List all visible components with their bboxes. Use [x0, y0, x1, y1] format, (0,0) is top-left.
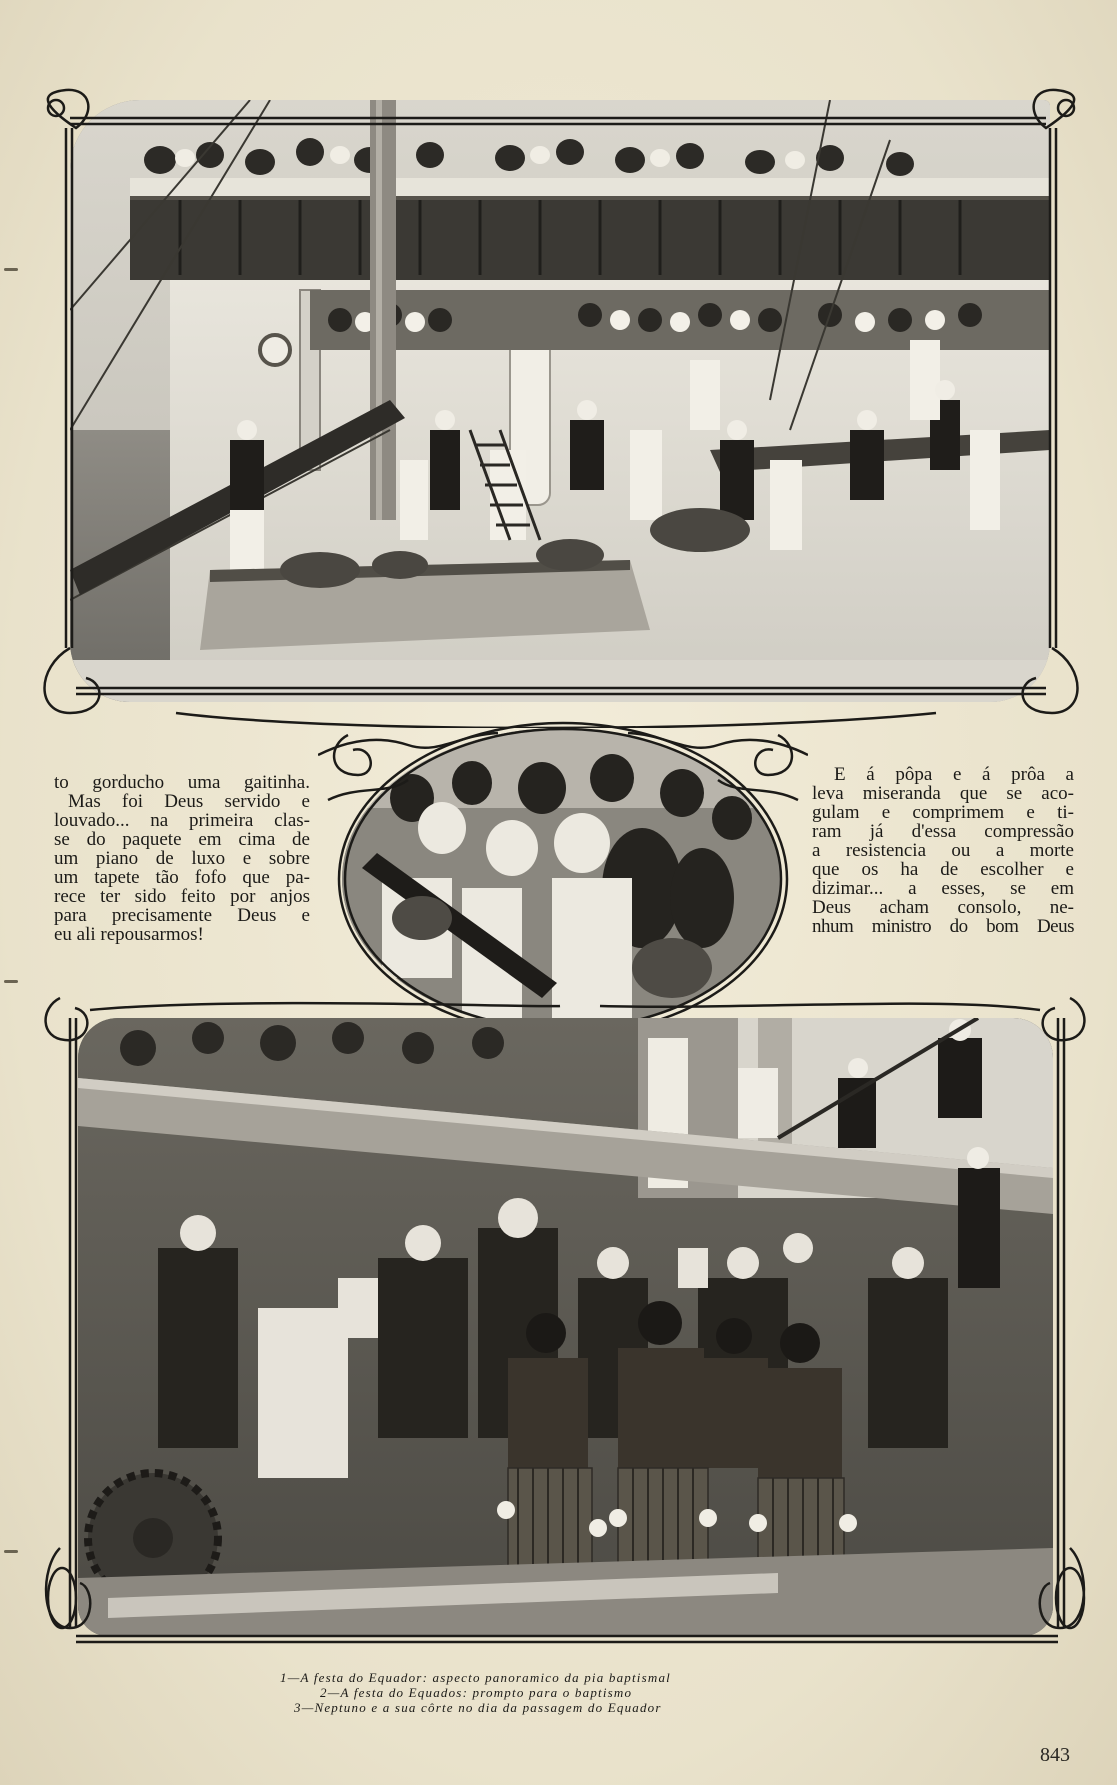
photo-neptune-court [78, 1018, 1053, 1636]
text-line: rece ter sido feito por anjos [54, 886, 310, 907]
binding-mark [4, 268, 18, 271]
caption-1: 1—A festa do Equador: aspecto panoramico da pia baptismal [280, 1670, 671, 1685]
binding-mark [4, 980, 18, 983]
caption-3: 3—Neptuno e a sua côrte no dia da passagem do Equador [294, 1700, 662, 1715]
photo-ship-deck-panorama [70, 100, 1050, 702]
text-column-left [54, 773, 310, 944]
text-line: se do paquete em cima de [54, 829, 310, 850]
text-line: Mas foi Deus servido e [68, 791, 310, 812]
text-line: Deus acham consolo, ne- [812, 897, 1074, 918]
text-line: um tapete tão fofo que pa- [54, 867, 310, 888]
photo-baptism-oval [342, 728, 782, 1030]
text-line: louvado... na primeira clas- [54, 810, 310, 831]
text-line: to gorducho uma gaitinha. [54, 772, 310, 793]
text-line: leva miseranda que se aco- [812, 783, 1074, 804]
photo-captions [280, 1670, 880, 1715]
text-line: dizimar... a esses, se em [812, 878, 1074, 899]
page-number: 843 [1040, 1744, 1070, 1766]
caption-2: 2—A festa do Equados: prompto para o baptismo [320, 1685, 633, 1700]
text-line: a resistencia ou a morte [812, 840, 1074, 861]
text-line: um piano de luxo e sobre [54, 848, 310, 869]
text-line: ram já d'essa compressão [812, 821, 1074, 842]
text-line: E á pôpa e á prôa a [834, 764, 1074, 785]
text-line: que os ha de escolher e [812, 859, 1074, 880]
text-line: eu ali repousarmos! [54, 924, 204, 945]
text-line: para precisamente Deus e [54, 905, 310, 926]
binding-mark [4, 1550, 18, 1553]
text-line: gulam e comprimem e ti- [812, 802, 1074, 823]
text-line: nhum ministro do bom Deus [812, 916, 1074, 937]
text-column-right [812, 765, 1074, 936]
